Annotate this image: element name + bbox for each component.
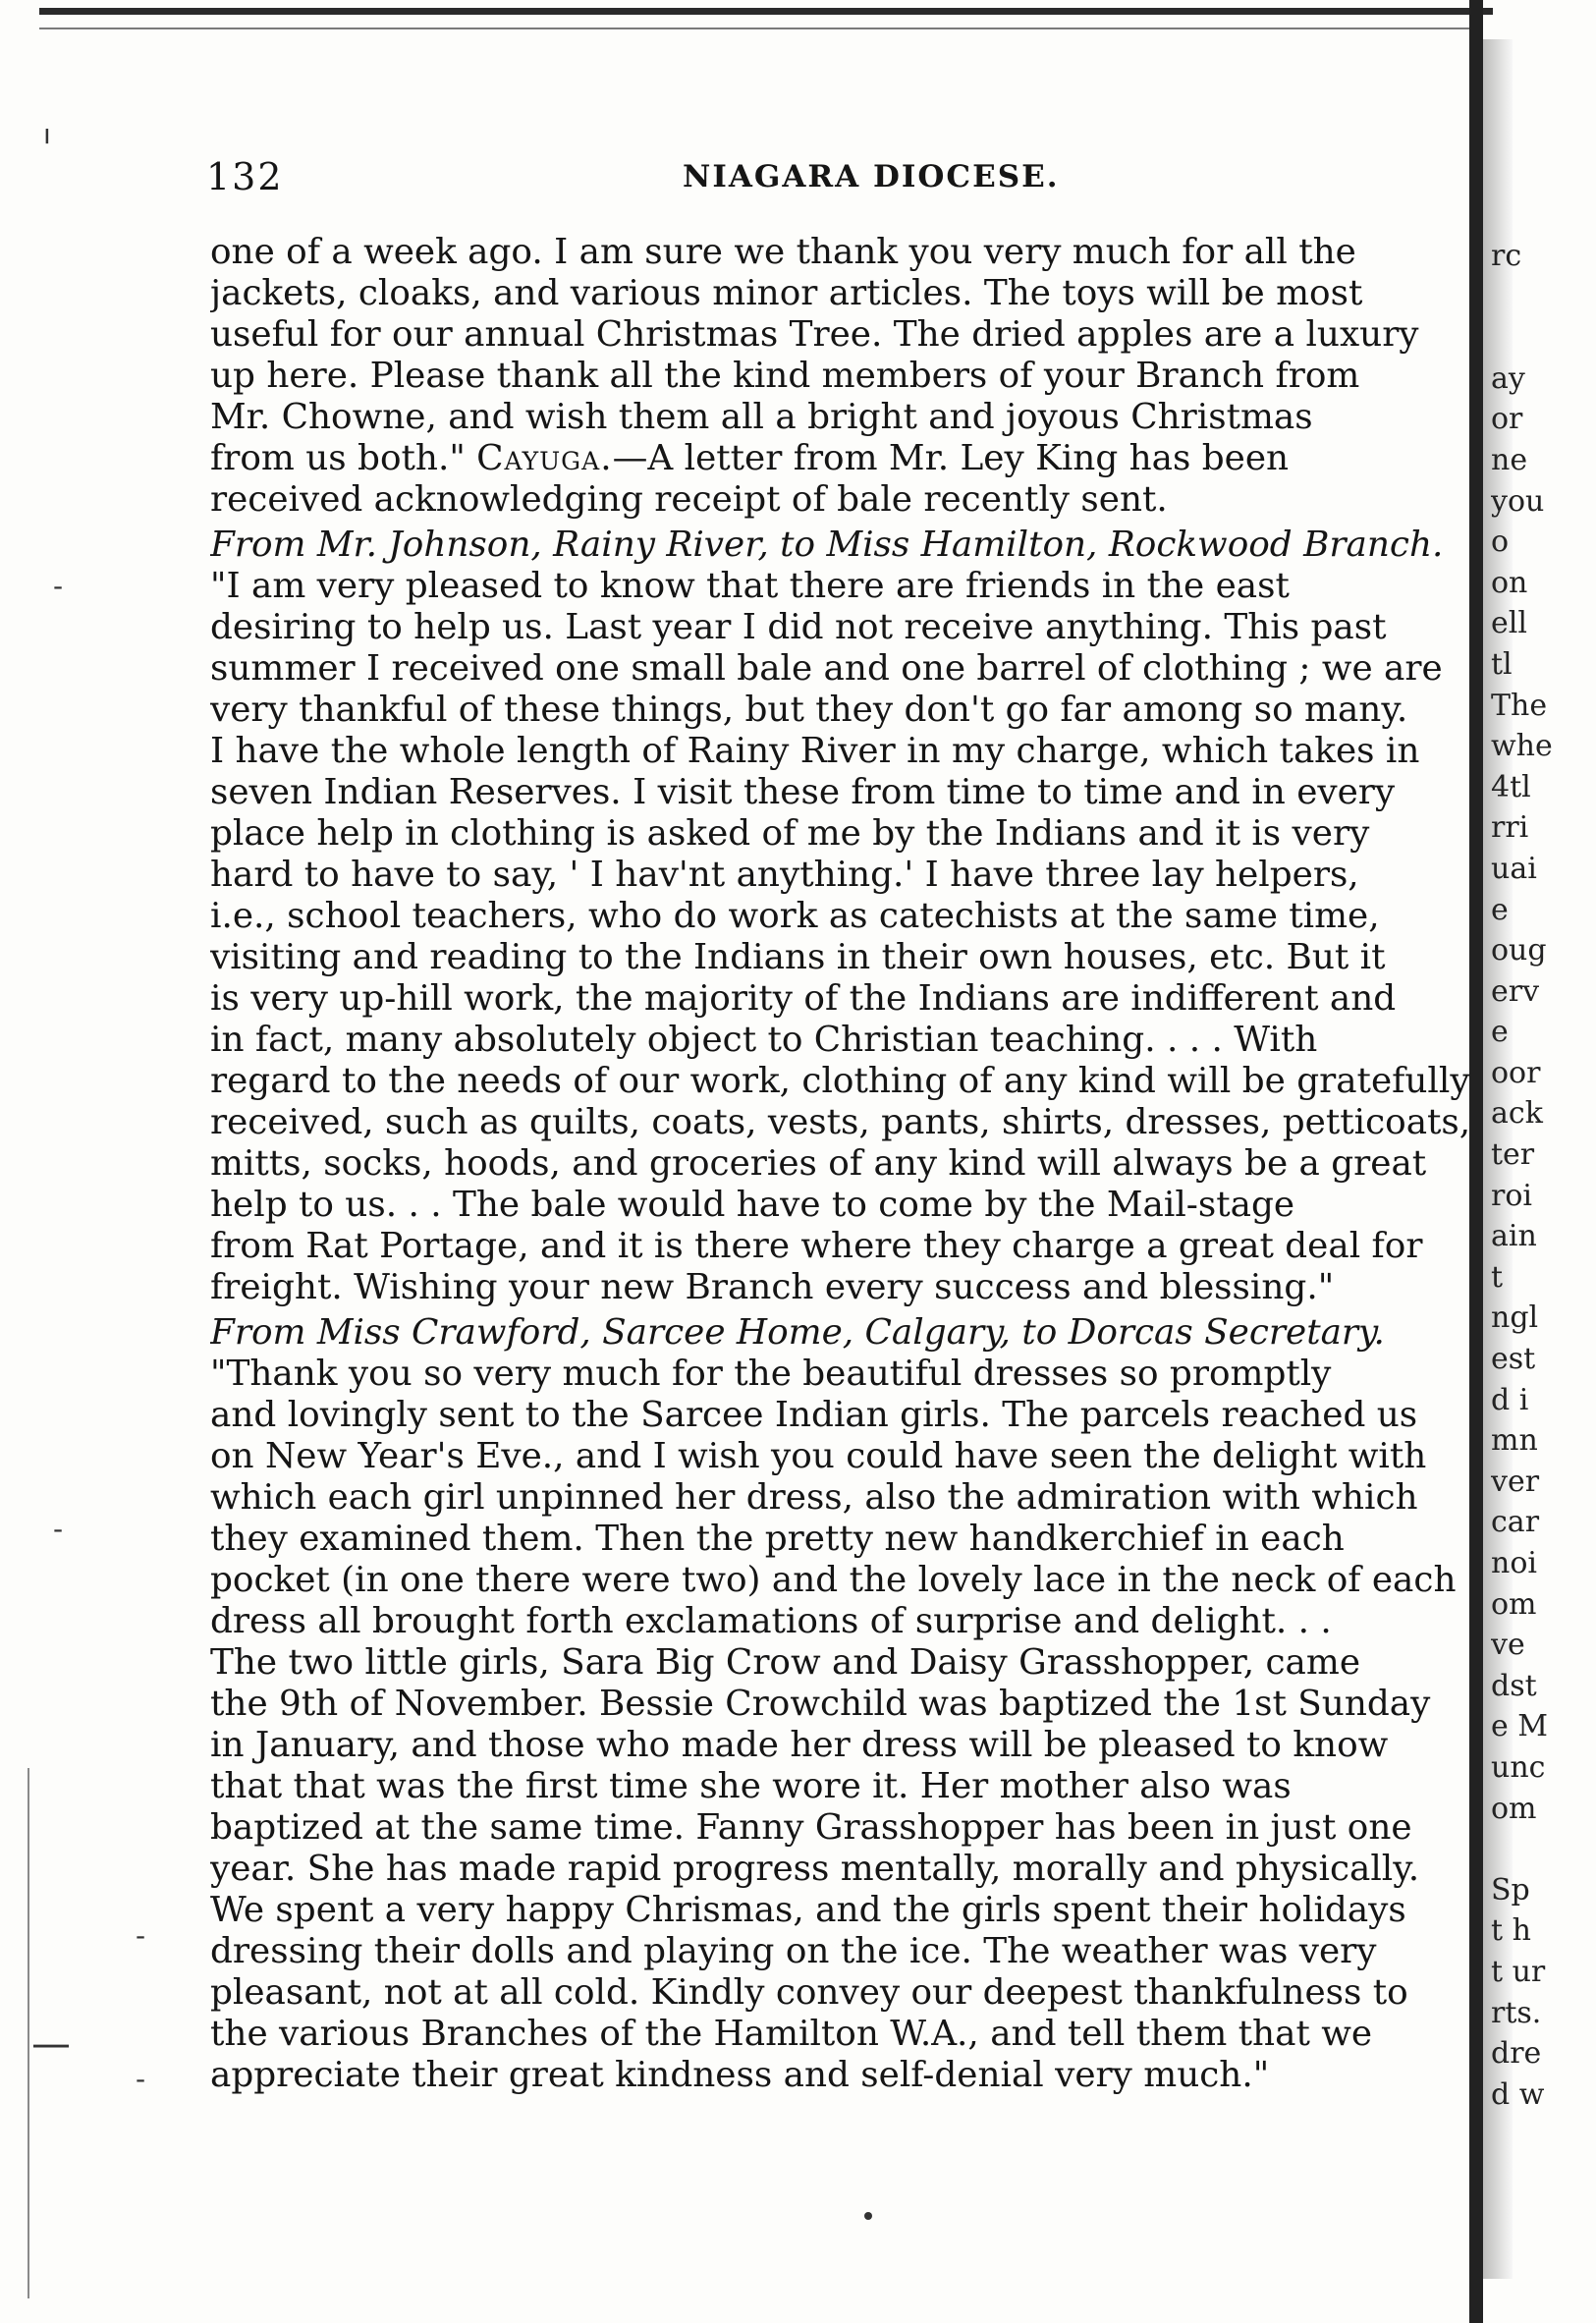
adjacent-fragment: ain xyxy=(1491,1219,1537,1254)
adjacent-fragment: e xyxy=(1491,1015,1509,1050)
adjacent-fragment: uai xyxy=(1491,851,1537,886)
adjacent-fragment: noi xyxy=(1491,1546,1537,1580)
adjacent-fragment: dre xyxy=(1491,2036,1542,2072)
adjacent-fragment: d i xyxy=(1491,1382,1529,1417)
adjacent-fragment xyxy=(1491,1829,1589,1870)
adjacent-fragment: rc xyxy=(1491,239,1522,273)
adjacent-fragment: t ur xyxy=(1491,1954,1546,1989)
letter-heading: From Mr. Johnson, Rainy River, to Miss Hamilton, Rockwood Branch. xyxy=(210,525,1444,565)
adjacent-fragment: d w xyxy=(1491,2076,1545,2112)
text-line: in fact, many absolutely object to Christian teaching. . . . With xyxy=(210,1020,1318,1060)
adjacent-fragment: ack xyxy=(1491,1096,1543,1132)
page-number: 132 xyxy=(206,155,284,198)
running-head: NIAGARA DIOCESE. xyxy=(683,159,1060,194)
adjacent-fragment: est xyxy=(1491,1342,1536,1377)
adjacent-fragment: oor xyxy=(1491,1055,1541,1090)
text-line: very thankful of these things, but they don't go far among so many. xyxy=(210,690,1408,730)
adjacent-fragment: om xyxy=(1491,1586,1537,1622)
margin-mark: — xyxy=(31,2021,71,2067)
adjacent-fragment: oug xyxy=(1491,933,1547,968)
text-line: We spent a very happy Chrismas, and the girls spent their holidays xyxy=(210,1890,1406,1930)
adjacent-fragment: rri xyxy=(1491,810,1529,846)
text-line: jackets, cloaks, and various minor articles. The toys will be most xyxy=(210,273,1363,313)
margin-mark: - xyxy=(136,1919,146,1952)
text-line: from us both." Cayuga.—A letter from Mr. Ley King has been xyxy=(210,438,1290,478)
text-line: summer I received one small bale and one barrel of clothing ; we are xyxy=(210,648,1443,689)
adjacent-fragment: erv xyxy=(1491,973,1540,1009)
text-line: place help in clothing is asked of me by the Indians and it is very xyxy=(210,813,1370,854)
page-dot xyxy=(864,2212,872,2220)
text-line: Mr. Chowne, and wish them all a bright and joyous Christmas xyxy=(210,397,1313,437)
adjacent-fragment xyxy=(1491,277,1589,318)
adjacent-fragment: mn xyxy=(1491,1423,1538,1459)
text-line: the 9th of November. Bessie Crowchild was baptized the 1st Sunday xyxy=(210,1684,1431,1724)
adjacent-fragment: tl xyxy=(1491,646,1513,682)
body-text xyxy=(210,232,1477,2096)
adjacent-fragment: ver xyxy=(1491,1464,1540,1499)
adjacent-fragment: or xyxy=(1491,402,1523,437)
text-line: The two little girls, Sara Big Crow and Daisy Grasshopper, came xyxy=(210,1642,1361,1683)
adjacent-fragment: rts. xyxy=(1491,1995,1542,2030)
margin-mark: - xyxy=(53,570,64,602)
adjacent-fragment: t xyxy=(1491,1259,1504,1295)
text-line: which each girl unpinned her dress, also the admiration with which xyxy=(210,1477,1418,1518)
text-line: pocket (in one there were two) and the lovely lace in the neck of each xyxy=(210,1560,1457,1600)
adjacent-fragment: dst xyxy=(1491,1668,1537,1703)
page-header xyxy=(206,155,1463,214)
adjacent-fragment: ngl xyxy=(1491,1300,1539,1336)
top-rule-thin xyxy=(39,28,1483,29)
text-line: the various Branches of the Hamilton W.A., and tell them that we xyxy=(210,2014,1373,2054)
adjacent-fragment: e xyxy=(1491,892,1509,927)
adjacent-fragment: t h xyxy=(1491,1913,1531,1949)
adjacent-fragment: ay xyxy=(1491,360,1525,396)
left-margin-line xyxy=(28,1768,29,2298)
text-line: in January, and those who made her dress will be pleased to know xyxy=(210,1725,1389,1765)
adjacent-fragment: car xyxy=(1491,1505,1540,1540)
text-line: visiting and reading to the Indians in their own houses, etc. But it xyxy=(210,937,1386,977)
margin-mark: - xyxy=(136,2063,146,2095)
text-line: is very up-hill work, the majority of the Indians are indifferent and xyxy=(210,978,1397,1019)
margin-mark: - xyxy=(53,1513,64,1545)
adjacent-fragment: o xyxy=(1491,525,1510,560)
adjacent-fragment: unc xyxy=(1491,1749,1546,1785)
text-line: pleasant, not at all cold. Kindly convey our deepest thankfulness to xyxy=(210,1972,1408,2013)
text-line: received, such as quilts, coats, vests, pants, shirts, dresses, petticoats, xyxy=(210,1102,1471,1142)
adjacent-fragment: om xyxy=(1491,1791,1537,1826)
text-line: from Rat Portage, and it is there where they charge a great deal for xyxy=(210,1226,1423,1266)
text-line: baptized at the same time. Fanny Grasshopper has been in just one xyxy=(210,1807,1412,1848)
text-line: hard to have to say, ' I hav'nt anything.' I have three lay helpers, xyxy=(210,855,1359,895)
text-line: mitts, socks, hoods, and groceries of any kind will always be a great xyxy=(210,1143,1427,1184)
text-line: dressing their dolls and playing on the ice. The weather was very xyxy=(210,1931,1377,1971)
text-line: year. She has made rapid progress mentally, morally and physically. xyxy=(210,1849,1420,1889)
adjacent-fragment: you xyxy=(1491,483,1545,519)
text-line: that that was the first time she wore it. Her mother also was xyxy=(210,1766,1292,1806)
adjacent-fragment: roi xyxy=(1491,1178,1532,1213)
adjacent-fragment: Sp xyxy=(1491,1872,1530,1908)
adjacent-fragment: e M xyxy=(1491,1709,1549,1744)
text-line: up here. Please thank all the kind members of your Branch from xyxy=(210,356,1360,396)
adjacent-fragment: on xyxy=(1491,565,1528,600)
letter-heading: From Miss Crawford, Sarcee Home, Calgary, to Dorcas Secretary. xyxy=(210,1312,1385,1353)
text-line: I have the whole length of Rainy River in my charge, which takes in xyxy=(210,731,1420,771)
text-line: desiring to help us. Last year I did not receive anything. This past xyxy=(210,607,1387,647)
text-line: useful for our annual Christmas Tree. The dried apples are a luxury xyxy=(210,314,1419,355)
text-line: seven Indian Reserves. I visit these from time to time and in every xyxy=(210,772,1396,812)
text-line: freight. Wishing your new Branch every success and blessing." xyxy=(210,1267,1335,1307)
adjacent-fragment: ne xyxy=(1491,442,1528,477)
text-line: received acknowledging receipt of bale recently sent. xyxy=(210,479,1168,520)
text-line: appreciate their great kindness and self-denial very much." xyxy=(210,2055,1270,2095)
adjacent-page-fragments xyxy=(1491,236,1589,2115)
adjacent-fragment: whe xyxy=(1491,729,1553,764)
adjacent-fragment: ell xyxy=(1491,606,1527,641)
text-line: one of a week ago. I am sure we thank you very much for all the xyxy=(210,232,1356,272)
text-line: they examined them. Then the pretty new handkerchief in each xyxy=(210,1519,1345,1559)
adjacent-fragment: 4tl xyxy=(1491,769,1531,804)
adjacent-fragment: ve xyxy=(1491,1628,1525,1663)
text-line: regard to the needs of our work, clothing of any kind will be gratefully xyxy=(210,1061,1470,1101)
text-line: help to us. . . The bale would have to come by the Mail-stage xyxy=(210,1185,1295,1225)
adjacent-fragment: The xyxy=(1491,688,1548,723)
margin-mark: ı xyxy=(43,118,51,150)
text-line: "Thank you so very much for the beautiful dresses so promptly xyxy=(210,1354,1332,1394)
text-line: i.e., school teachers, who do work as catechists at the same time, xyxy=(210,896,1380,936)
adjacent-fragment xyxy=(1491,317,1589,359)
adjacent-fragment: ter xyxy=(1491,1137,1535,1173)
text-line: on New Year's Eve., and I wish you could have seen the delight with xyxy=(210,1436,1427,1476)
text-line: and lovingly sent to the Sarcee Indian girls. The parcels reached us xyxy=(210,1395,1418,1435)
text-line: "I am very pleased to know that there are friends in the east xyxy=(210,566,1290,606)
text-line: dress all brought forth exclamations of surprise and delight. . . xyxy=(210,1601,1332,1641)
top-rule xyxy=(39,8,1493,15)
